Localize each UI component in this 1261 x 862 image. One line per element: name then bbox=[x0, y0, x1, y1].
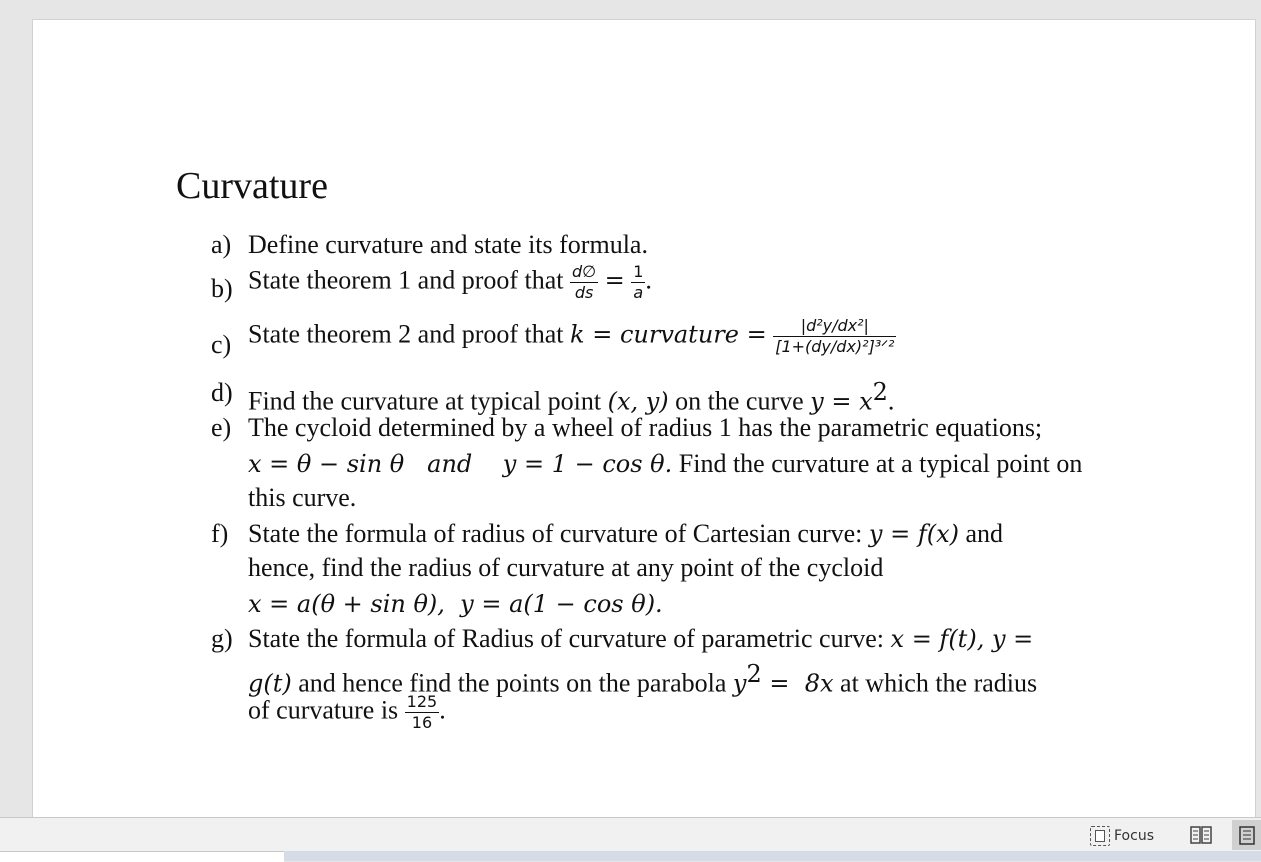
item-label: d) bbox=[211, 378, 233, 407]
read-mode-icon[interactable] bbox=[1190, 826, 1212, 844]
curvature-formula-lhs: k = curvature = bbox=[570, 320, 767, 349]
fraction-1-a: $\frac{1}{a}$ bbox=[633, 262, 644, 302]
item-text: Define curvature and state its formula. bbox=[248, 230, 648, 259]
item-label: g) bbox=[211, 624, 233, 653]
fraction-125-16: $\frac{125}{16}$ bbox=[406, 692, 438, 732]
item-text: State theorem 2 and proof that bbox=[248, 319, 564, 349]
item-text: State theorem 1 and proof that bbox=[248, 265, 564, 295]
focus-label: Focus bbox=[1114, 828, 1154, 844]
item-label: f) bbox=[211, 519, 229, 548]
curvature-fraction: $\frac{\text{|d²y/dx²|}}{\text{[1+(dy/dx)²]³ᐟ²}}$ bbox=[775, 316, 895, 356]
print-layout-icon[interactable] bbox=[1232, 820, 1261, 850]
focus-button[interactable] bbox=[1090, 824, 1154, 848]
item-label: b) bbox=[211, 274, 233, 303]
item-label: e) bbox=[211, 413, 232, 442]
item-label: a) bbox=[211, 230, 232, 259]
document-title: Curvature bbox=[176, 165, 328, 207]
status-bar bbox=[0, 817, 1261, 861]
focus-icon bbox=[1090, 826, 1110, 846]
item-label: c) bbox=[211, 330, 232, 359]
fraction-dphi-ds: $\frac{d\emptyset}{ds}$ bbox=[572, 262, 597, 302]
status-strip-left bbox=[0, 851, 284, 862]
